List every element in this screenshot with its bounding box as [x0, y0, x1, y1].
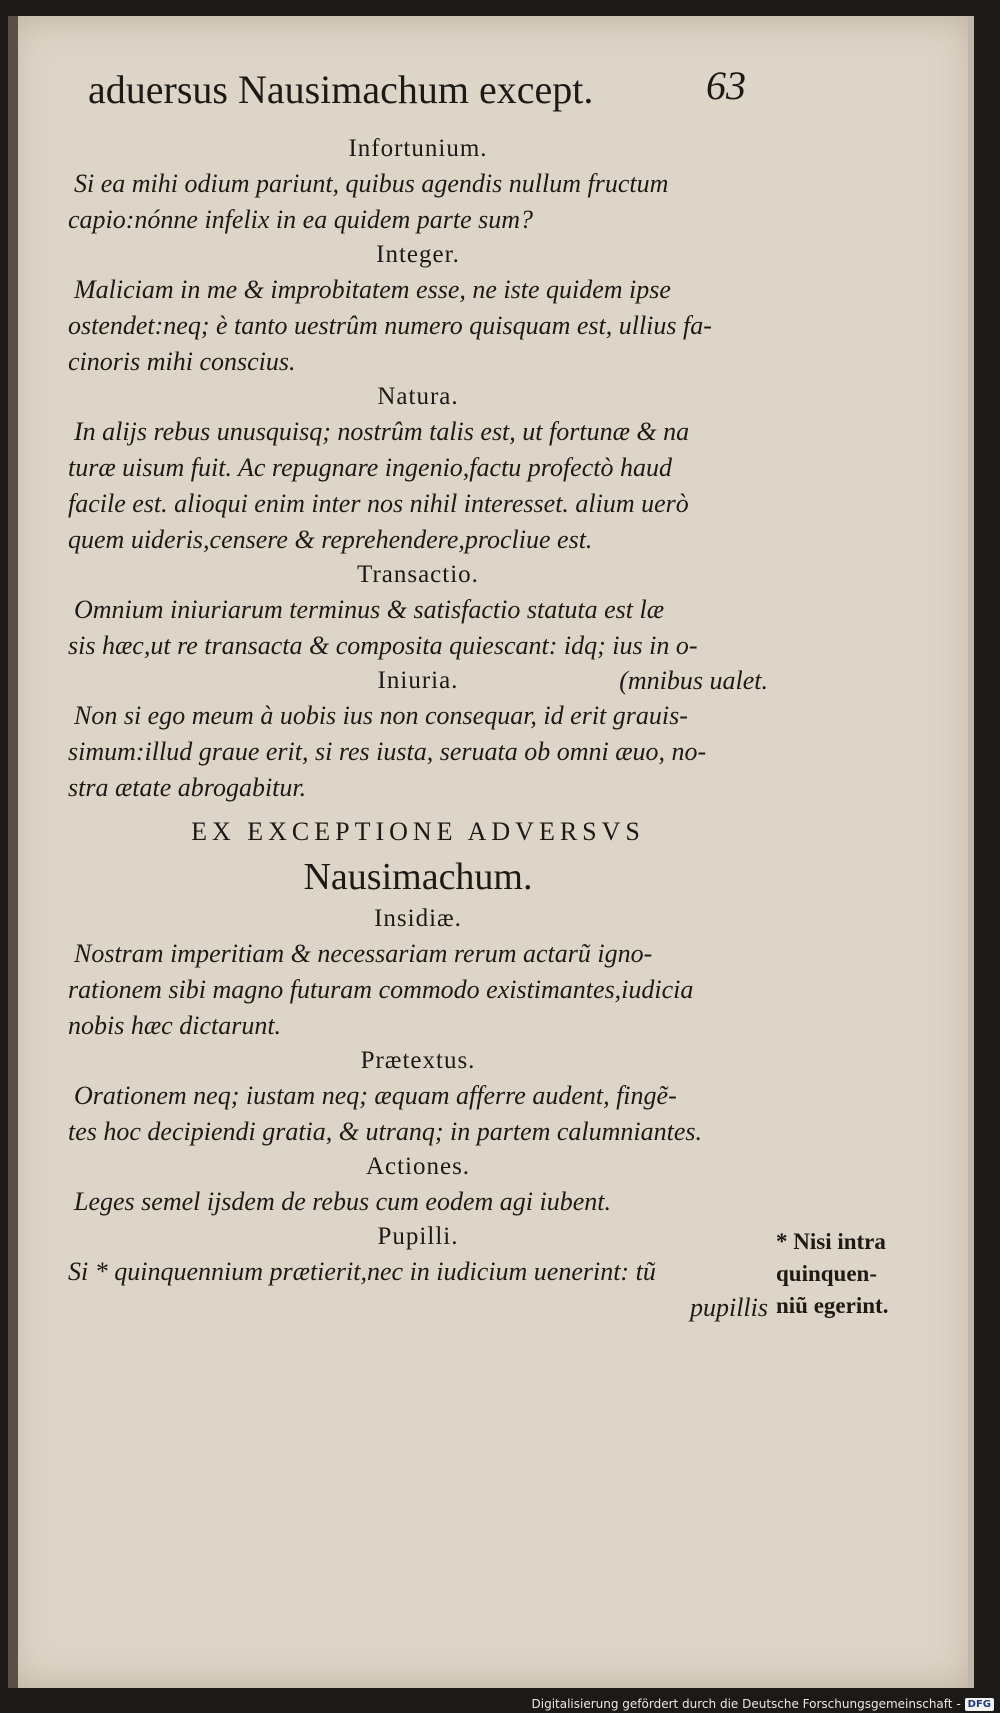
text-line: nobis hæc dictarunt. — [68, 1011, 282, 1040]
page-number: 63 — [706, 63, 746, 108]
section-heading: Insidiæ. — [374, 905, 462, 932]
page-edge — [968, 16, 974, 1688]
part-subtitle: Nausimachum. — [303, 856, 533, 898]
part-title: EX EXCEPTIONE ADVERSVS — [191, 817, 645, 846]
book-spine — [8, 16, 18, 1688]
marginal-note-line: niũ egerint. — [776, 1293, 889, 1318]
body-text — [68, 132, 768, 1326]
section-heading: Iniuria. — [377, 667, 459, 694]
running-header: aduersus Nausimachum except. — [88, 67, 594, 112]
section-heading: Pupilli. — [377, 1223, 459, 1250]
text-line: Non si ego meum à uobis ius non consequar, id erit grauis- — [74, 701, 688, 730]
text-line: simum:illud graue erit, si res iusta, seruata ob omni æuo, no- — [68, 737, 707, 766]
text-line: stra ætate abrogabitur. — [68, 773, 307, 802]
text-line: quem uideris,censere & reprehendere,procliue est. — [68, 525, 593, 554]
section-heading: Integer. — [376, 241, 460, 268]
dfg-logo-icon: DFG — [965, 1698, 994, 1711]
text-line: turæ uisum fuit. Ac repugnare ingenio,factu profectò haud — [68, 453, 672, 482]
text-line: cinoris mihi conscius. — [68, 347, 296, 376]
text-line: Leges semel ijsdem de rebus cum eodem agi iubent. — [74, 1187, 611, 1216]
marginal-note — [776, 1226, 956, 1322]
line-continuation: (mnibus ualet. — [619, 666, 768, 695]
text-line: facile est. alioqui enim inter nos nihil interesset. alium uerò — [68, 489, 689, 518]
text-line: Nostram imperitiam & necessariam rerum actarũ igno- — [74, 939, 653, 968]
text-line: rationem sibi magno futuram commodo existimantes,iudicia — [68, 975, 694, 1004]
text-line: In alijs rebus unusquisq; nostrûm talis est, ut fortunæ & na — [74, 417, 690, 446]
section-heading: Infortunium. — [348, 135, 488, 162]
text-line: Si * quinquennium prætierit,nec in iudicium uenerint: tũ — [68, 1257, 656, 1286]
footer-credit — [532, 1697, 995, 1711]
text-line: Si ea mihi odium pariunt, quibus agendis nullum fructum — [74, 169, 669, 198]
section-heading: Transactio. — [357, 561, 479, 588]
text-line: Omnium iniuriarum terminus & satisfactio statuta est læ — [74, 595, 665, 624]
section-heading: Actiones. — [365, 1153, 471, 1180]
marginal-note-line: quinquen- — [776, 1261, 878, 1286]
text-line: sis hæc,ut re transacta & composita quiescant: idq; ius in o- — [68, 631, 698, 660]
text-line: Orationem neq; iustam neq; æquam afferre audent, fingẽ- — [74, 1081, 677, 1110]
text-line: capio:nónne infelix in ea quidem parte sum? — [68, 205, 534, 234]
text-line: tes hoc decipiendi gratia, & utranq; in partem calumniantes. — [68, 1117, 703, 1146]
section-heading: Prætextus. — [360, 1047, 476, 1074]
text-line: ostendet:neq; è tanto uestrûm numero quisquam est, ullius fa- — [68, 311, 712, 340]
heading-row — [68, 664, 768, 698]
catchword: pupillis — [689, 1293, 768, 1322]
text-line: Maliciam in me & improbitatem esse, ne iste quidem ipse — [74, 275, 671, 304]
marginal-note-line: * Nisi intra — [776, 1229, 886, 1254]
section-heading: Natura. — [377, 383, 459, 410]
footer-credit-text: Digitalisierung gefördert durch die Deutsche Forschungsgemeinschaft - — [531, 1697, 961, 1711]
